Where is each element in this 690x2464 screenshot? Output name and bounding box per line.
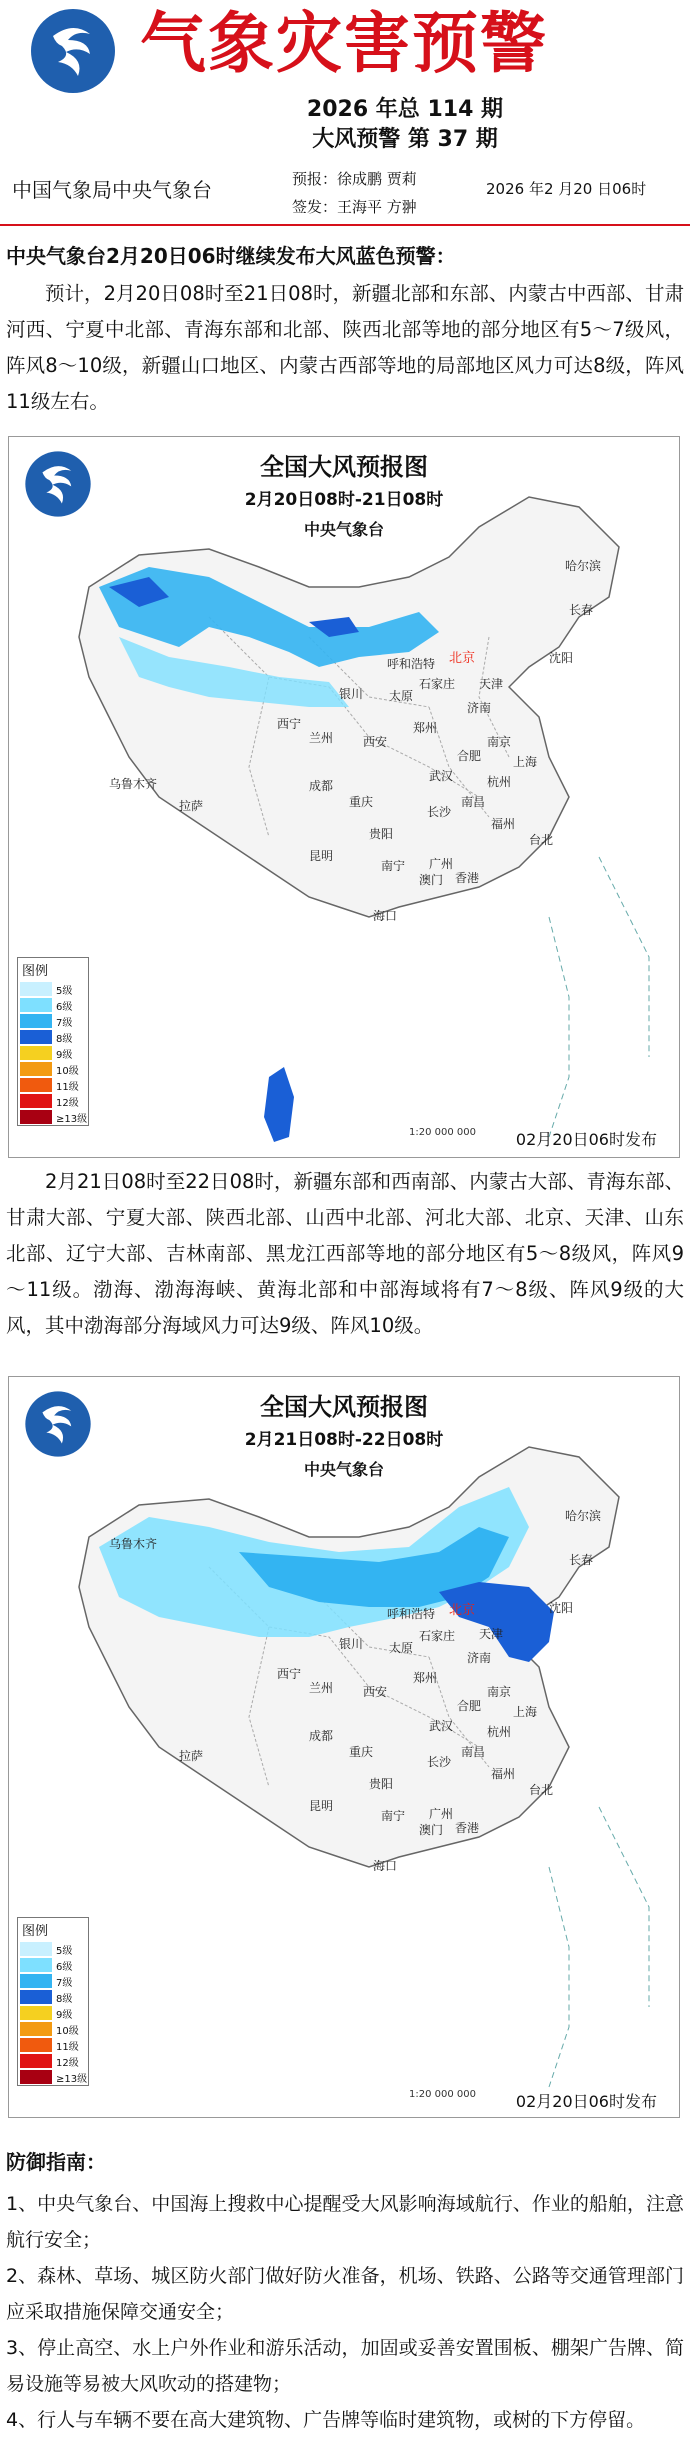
wind-forecast-map-2 — [8, 1376, 680, 2118]
legend-swatch — [20, 2022, 52, 2036]
legend-item — [18, 2021, 88, 2037]
map-issue-time: 02月20日06时发布 — [515, 2092, 657, 2111]
map-scale: 1:20 000 000 — [409, 1127, 476, 1138]
city-guiyang: 贵阳 — [369, 827, 394, 841]
issue-wind-number: 大风预警 第 37 期 — [312, 127, 498, 152]
legend-item — [18, 981, 88, 997]
city-taipei: 台北 — [529, 833, 554, 847]
legend-label: 12级 — [56, 1097, 79, 1109]
city-xining: 西宁 — [277, 1667, 302, 1681]
legend-swatch — [20, 2006, 52, 2020]
city-hohhot: 呼和浩特 — [387, 657, 436, 671]
city-chengdu: 成都 — [309, 1729, 334, 1743]
city-fuzhou: 福州 — [491, 817, 516, 831]
city-xining: 西宁 — [277, 717, 302, 731]
legend-item — [18, 1045, 88, 1061]
legend-title: 图例 — [22, 964, 49, 979]
legend-label: 8级 — [56, 1993, 73, 2005]
city-nanning: 南宁 — [381, 859, 406, 873]
city-changchun: 长春 — [569, 603, 594, 617]
city-harbin: 哈尔滨 — [565, 559, 602, 573]
city-chongqing: 重庆 — [349, 795, 374, 809]
map-title: 全国大风预报图 — [260, 452, 428, 481]
map-legend — [17, 957, 89, 1126]
city-changsha: 长沙 — [427, 805, 452, 819]
city-lhasa: 拉萨 — [179, 1749, 204, 1763]
city-changchun: 长春 — [569, 1553, 594, 1567]
city-taipei: 台北 — [529, 1783, 554, 1797]
legend-rows — [18, 981, 88, 1125]
map-title: 全国大风预报图 — [260, 1392, 428, 1421]
city-yinchuan: 银川 — [339, 687, 364, 701]
city-kunming: 昆明 — [309, 1799, 334, 1813]
guidance-item-1: 1、中央气象台、中国海上搜救中心提醒受大风影响海域航行、作业的船舶，注意航行安全； — [6, 2193, 684, 2251]
city-nanjing: 南京 — [487, 1685, 512, 1699]
city-wuhan: 武汉 — [429, 769, 454, 783]
legend-swatch — [20, 1990, 52, 2004]
map-period: 2月21日08时-22日08时 — [244, 1430, 444, 1450]
city-hangzhou: 杭州 — [487, 1725, 512, 1739]
city-wuhan: 武汉 — [429, 1719, 454, 1733]
city-macau: 澳门 — [419, 1823, 444, 1837]
city-hefei: 合肥 — [457, 1699, 482, 1713]
legend-swatch — [20, 1062, 52, 1076]
legend-swatch — [20, 2038, 52, 2052]
legend-item — [18, 1957, 88, 1973]
legend-swatch — [20, 1974, 52, 1988]
map-issue-time: 02月20日06时发布 — [515, 1130, 657, 1149]
legend-item — [18, 997, 88, 1013]
legend-item — [18, 2037, 88, 2053]
legend-swatch — [20, 1078, 52, 1092]
legend-item — [18, 2069, 88, 2085]
signer: 签发：王海平 方翀 — [292, 198, 417, 216]
map-legend — [17, 1917, 89, 2086]
china-map — [9, 437, 679, 1157]
city-nanjing: 南京 — [487, 735, 512, 749]
legend-rows — [18, 1941, 88, 2085]
legend-label: 6级 — [56, 1001, 73, 1013]
cma-logo-icon — [28, 6, 118, 96]
sea-boundary — [549, 857, 649, 1137]
city-beijing: 北京 — [449, 1603, 476, 1618]
sea-boundary — [549, 1807, 649, 2087]
legend-title: 图例 — [22, 1924, 49, 1939]
legend-swatch — [20, 2054, 52, 2068]
city-jinan: 济南 — [467, 701, 492, 715]
legend-item — [18, 1941, 88, 1957]
map-scale: 1:20 000 000 — [409, 2089, 476, 2100]
legend-item — [18, 2005, 88, 2021]
city-beijing: 北京 — [449, 651, 476, 666]
bulletin-heading: 中央气象台2月20日06时继续发布大风蓝色预警： — [6, 244, 456, 268]
city-chengdu: 成都 — [309, 779, 334, 793]
issue-total-number: 2026 年总 114 期 — [306, 97, 504, 122]
guidance-item-3: 3、停止高空、水上户外作业和游乐活动，加固或妥善安置围板、棚架广告牌、简易设施等易被大风吹动的搭建物； — [6, 2337, 684, 2395]
wind-forecast-map-1 — [8, 436, 680, 1158]
legend-label: ≥13级 — [56, 2073, 88, 2085]
city-zhengzhou: 郑州 — [413, 721, 438, 735]
city-yinchuan: 银川 — [339, 1637, 364, 1651]
city-tianjin: 天津 — [479, 677, 504, 691]
city-hongkong: 香港 — [455, 1821, 480, 1835]
city-lanzhou: 兰州 — [309, 1681, 334, 1695]
issue-date: 2026 年2 月20 日06时 — [486, 180, 647, 198]
legend-swatch — [20, 1030, 52, 1044]
city-taiyuan: 太原 — [389, 1641, 414, 1655]
legend-item — [18, 1109, 88, 1125]
city-shanghai: 上海 — [513, 1705, 538, 1719]
city-changsha: 长沙 — [427, 1755, 452, 1769]
city-tianjin: 天津 — [479, 1627, 504, 1641]
city-fuzhou: 福州 — [491, 1767, 516, 1781]
city-hangzhou: 杭州 — [487, 775, 512, 789]
city-shijiazhuang: 石家庄 — [419, 677, 456, 691]
city-urumqi: 乌鲁木齐 — [109, 1537, 158, 1551]
guidance-item-2: 2、森林、草场、城区防火部门做好防火准备，机场、铁路、公路等交通管理部门应采取措施保障交通安全； — [6, 2265, 684, 2323]
legend-label: 7级 — [56, 1017, 73, 1029]
legend-label: 12级 — [56, 2057, 79, 2069]
guidance-item-4: 4、行人与车辆不要在高大建筑物、广告牌等临时建筑物，或树的下方停留。 — [6, 2409, 646, 2431]
legend-swatch — [20, 2070, 52, 2084]
legend-swatch — [20, 1094, 52, 1108]
city-haikou: 海口 — [373, 909, 398, 923]
city-zhengzhou: 郑州 — [413, 1671, 438, 1685]
legend-item — [18, 1989, 88, 2005]
legend-label: 6级 — [56, 1961, 73, 1973]
city-guiyang: 贵阳 — [369, 1777, 394, 1791]
legend-item — [18, 1029, 88, 1045]
legend-item — [18, 1061, 88, 1077]
legend-item — [18, 1013, 88, 1029]
legend-item — [18, 1077, 88, 1093]
legend-label: 8级 — [56, 1033, 73, 1045]
city-xian: 西安 — [363, 1685, 388, 1699]
city-hongkong: 香港 — [455, 871, 480, 885]
map-issuer: 中央气象台 — [303, 520, 384, 539]
legend-label: 7级 — [56, 1977, 73, 1989]
city-hohhot: 呼和浩特 — [387, 1607, 436, 1621]
map-issuer: 中央气象台 — [303, 1460, 384, 1479]
agency-name: 中国气象局中央气象台 — [12, 178, 212, 202]
legend-item — [18, 1093, 88, 1109]
city-kunming: 昆明 — [309, 849, 334, 863]
city-guangzhou: 广州 — [429, 857, 454, 871]
legend-swatch — [20, 1046, 52, 1060]
legend-label: 9级 — [56, 2009, 73, 2021]
warning-title: 气象灾害预警 — [140, 4, 548, 82]
map-period: 2月20日08时-21日08时 — [244, 490, 444, 510]
legend-swatch — [20, 1110, 52, 1124]
china-outline — [79, 1447, 619, 1867]
legend-label: 5级 — [56, 1945, 73, 1957]
city-nanchang: 南昌 — [461, 1745, 486, 1759]
city-urumqi: 乌鲁木齐 — [109, 777, 158, 791]
legend-label: 11级 — [56, 2041, 79, 2053]
legend-label: 11级 — [56, 1081, 79, 1093]
city-shenyang: 沈阳 — [549, 651, 574, 665]
city-harbin: 哈尔滨 — [565, 1509, 602, 1523]
header-divider — [0, 224, 690, 226]
legend-item — [18, 1973, 88, 1989]
legend-swatch — [20, 1014, 52, 1028]
legend-label: 9级 — [56, 1049, 73, 1061]
legend-label: 10级 — [56, 1065, 79, 1077]
legend-item — [18, 2053, 88, 2069]
city-haikou: 海口 — [373, 1859, 398, 1873]
legend-swatch — [20, 1942, 52, 1956]
city-shenyang: 沈阳 — [549, 1601, 574, 1615]
city-nanchang: 南昌 — [461, 795, 486, 809]
city-nanning: 南宁 — [381, 1809, 406, 1823]
forecast-paragraph-2: 2月21日08时至22日08时，新疆东部和西南部、内蒙古大部、青海东部、甘肃大部、宁夏大部、陕西北部、山西中北部、河北大部、北京、天津、山东北部、辽宁大部、吉林南部、黑龙江西部等地的部分地区有5～8级风，阵风9～11级。渤海、渤海海峡、黄海北部和中部海域将有7～8级、阵风9级的大风，其中渤海部分海域风力可达9级、阵风10级。 — [6, 1170, 684, 1337]
forecast-paragraph-1: 预计，2月20日08时至21日08时，新疆北部和东部、内蒙古中西部、甘肃河西、宁夏中北部、青海东部和北部、陕西北部等地的部分地区有5～7级风，阵风8～10级，新疆山口地区、内蒙古西部等地的局部地区风力可达8级，阵风11级左右。 — [6, 282, 684, 413]
china-map — [9, 1377, 679, 2117]
city-shijiazhuang: 石家庄 — [419, 1629, 456, 1643]
guidance-title: 防御指南： — [6, 2150, 106, 2174]
city-hefei: 合肥 — [457, 749, 482, 763]
city-taiyuan: 太原 — [389, 689, 414, 703]
city-xian: 西安 — [363, 735, 388, 749]
legend-label: 10级 — [56, 2025, 79, 2037]
forecasters: 预报：徐成鹏 贾莉 — [292, 170, 417, 188]
city-lhasa: 拉萨 — [179, 799, 204, 813]
header — [0, 0, 690, 150]
city-jinan: 济南 — [467, 1651, 492, 1665]
legend-label: 5级 — [56, 985, 73, 997]
sea-wind-8 — [264, 1067, 294, 1142]
legend-swatch — [20, 998, 52, 1012]
legend-swatch — [20, 982, 52, 996]
city-lanzhou: 兰州 — [309, 731, 334, 745]
city-macau: 澳门 — [419, 873, 444, 887]
city-chongqing: 重庆 — [349, 1745, 374, 1759]
legend-label: ≥13级 — [56, 1113, 88, 1125]
city-guangzhou: 广州 — [429, 1807, 454, 1821]
legend-swatch — [20, 1958, 52, 1972]
city-shanghai: 上海 — [513, 755, 538, 769]
